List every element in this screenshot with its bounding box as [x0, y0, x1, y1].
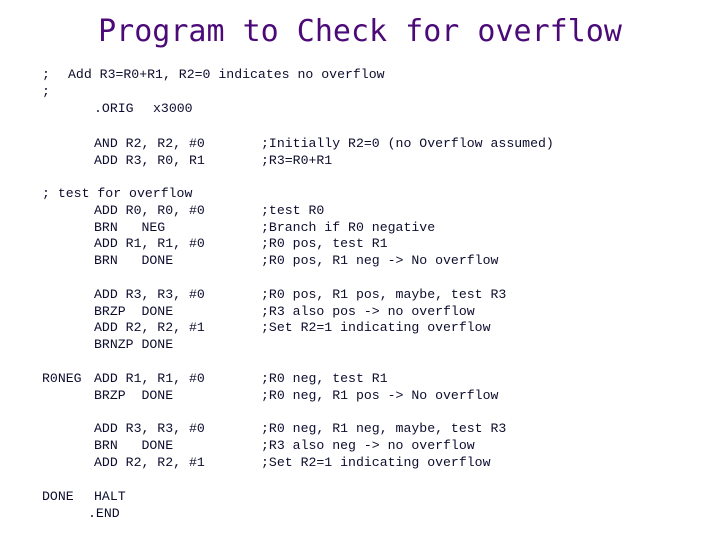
code-comment: ;R0 neg, R1 pos -> No overflow [261, 388, 499, 403]
code-comment: ;R0 neg, test R1 [261, 371, 388, 386]
orig-directive: .ORIG [94, 101, 134, 116]
code-instruction: ADD R2, R2, #1 [94, 455, 205, 470]
comment-semicolon: ; [42, 67, 50, 82]
code-instruction: BRNZP DONE [94, 337, 174, 352]
code-comment: ;R3 also neg -> no overflow [261, 438, 475, 453]
code-instruction: BRN NEG [94, 220, 166, 235]
code-comment: ;R0 pos, test R1 [261, 236, 388, 251]
program-description-comment: Add R3=R0+R1, R2=0 indicates no overflow [68, 67, 385, 82]
code-instruction: ADD R1, R1, #0 [94, 371, 205, 386]
code-comment: ;R0 neg, R1 neg, maybe, test R3 [261, 421, 507, 436]
code-instruction: ADD R3, R3, #0 [94, 421, 205, 436]
code-comment: ;Initially R2=0 (no Overflow assumed) [261, 136, 554, 151]
code-instruction: BRZP DONE [94, 388, 174, 403]
code-instruction: BRN DONE [94, 253, 174, 268]
code-instruction: BRN DONE [94, 438, 174, 453]
comment-semicolon: ; [42, 84, 50, 99]
code-instruction: HALT [94, 489, 126, 504]
code-instruction: ADD R3, R0, R1 [94, 153, 205, 168]
section-comment: ; test for overflow [42, 186, 193, 201]
code-instruction: ADD R3, R3, #0 [94, 287, 205, 302]
code-comment: ;Set R2=1 indicating overflow [261, 320, 491, 335]
code-instruction: ADD R0, R0, #0 [94, 203, 205, 218]
code-instruction: AND R2, R2, #0 [94, 136, 205, 151]
code-instruction: ADD R1, R1, #0 [94, 236, 205, 251]
orig-address: x3000 [153, 101, 193, 116]
code-instruction: BRZP DONE [94, 304, 174, 319]
code-comment: ;R0 pos, R1 neg -> No overflow [261, 253, 499, 268]
code-label: R0NEG [42, 371, 82, 386]
code-comment: ;test R0 [261, 203, 325, 218]
slide-title: Program to Check for overflow [98, 14, 622, 49]
code-comment: ;R3 also pos -> no overflow [261, 304, 475, 319]
end-directive: .END [88, 506, 120, 521]
code-comment: ;R0 pos, R1 pos, maybe, test R3 [261, 287, 507, 302]
code-comment: ;Set R2=1 indicating overflow [261, 455, 491, 470]
code-comment: ;R3=R0+R1 [261, 153, 333, 168]
code-label: DONE [42, 489, 74, 504]
code-instruction: ADD R2, R2, #1 [94, 320, 205, 335]
code-comment: ;Branch if R0 negative [261, 220, 436, 235]
